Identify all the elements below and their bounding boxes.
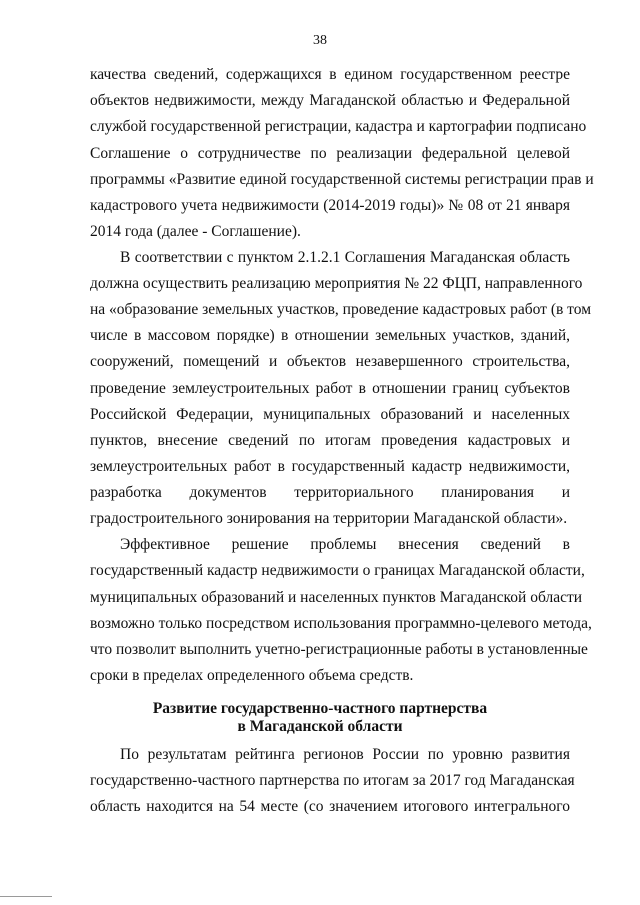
text-line: область находится на 54 месте (со значением итогового интегрального [90,798,570,815]
text-line: службой государственной регистрации, кадастра и картографии подписано [90,118,587,135]
text-line: объектов недвижимости, между Магаданской областью и Федеральной [90,92,570,109]
text-line: проведение землеустроительных работ в отношении границ субъектов [90,380,570,397]
section-heading: в Магаданской области [237,718,403,735]
text-line: сооружений, помещений и объектов незавершенного строительства, [90,353,570,370]
text-line: должна осуществить реализацию мероприятия № 22 ФЦП, направленного [90,275,583,292]
text-line: государственный кадастр недвижимости о границах Магаданской области, [90,562,585,579]
text-line: государственно-частного партнерства по итогам за 2017 год Магаданская [90,772,575,789]
text-line: кадастрового учета недвижимости (2014-2019 годы)» № 08 от 21 января [90,197,570,214]
text-line: Соглашение о сотрудничестве по реализации федеральной целевой [90,145,570,162]
text-line: возможно только посредством использования программно-целевого метода, [90,615,592,632]
text-line: землеустроительных работ в государственный кадастр недвижимости, [90,458,570,475]
page-number: 38 [313,33,327,48]
text-line: В соответствии с пунктом 2.1.2.1 Соглашения Магаданская область [120,249,570,266]
text-line: что позволит выполнить учетно-регистрационные работы в установленные [90,641,588,658]
text-line: на «образование земельных участков, проведение кадастровых работ (в том [90,301,592,318]
text-line: Российской Федерации, муниципальных образований и населенных [90,406,570,423]
text-line: 2014 года (далее - Соглашение). [90,223,301,240]
text-line: программы «Развитие единой государственной системы регистрации прав и [90,171,594,188]
footer-divider [0,896,52,897]
text-line: числе в массовом порядке) в отношении земельных участков, зданий, [90,327,570,344]
text-line: разработка документов территориального планирования и [90,484,570,501]
text-line: качества сведений, содержащихся в едином государственном реестре [90,66,570,83]
text-line: муниципальных образований и населенных пунктов Магаданской области [90,589,583,606]
text-line: сроки в пределах определенного объема средств. [90,667,414,684]
text-line: градостроительного зонирования на территории Магаданской области». [90,510,568,527]
text-line: Эффективное решение проблемы внесения сведений в [120,536,570,553]
section-heading: Развитие государственно-частного партнерства [152,700,488,717]
text-line: пунктов, внесение сведений по итогам проведения кадастровых и [90,432,570,449]
text-line: По результатам рейтинга регионов России по уровню развития [120,746,570,763]
